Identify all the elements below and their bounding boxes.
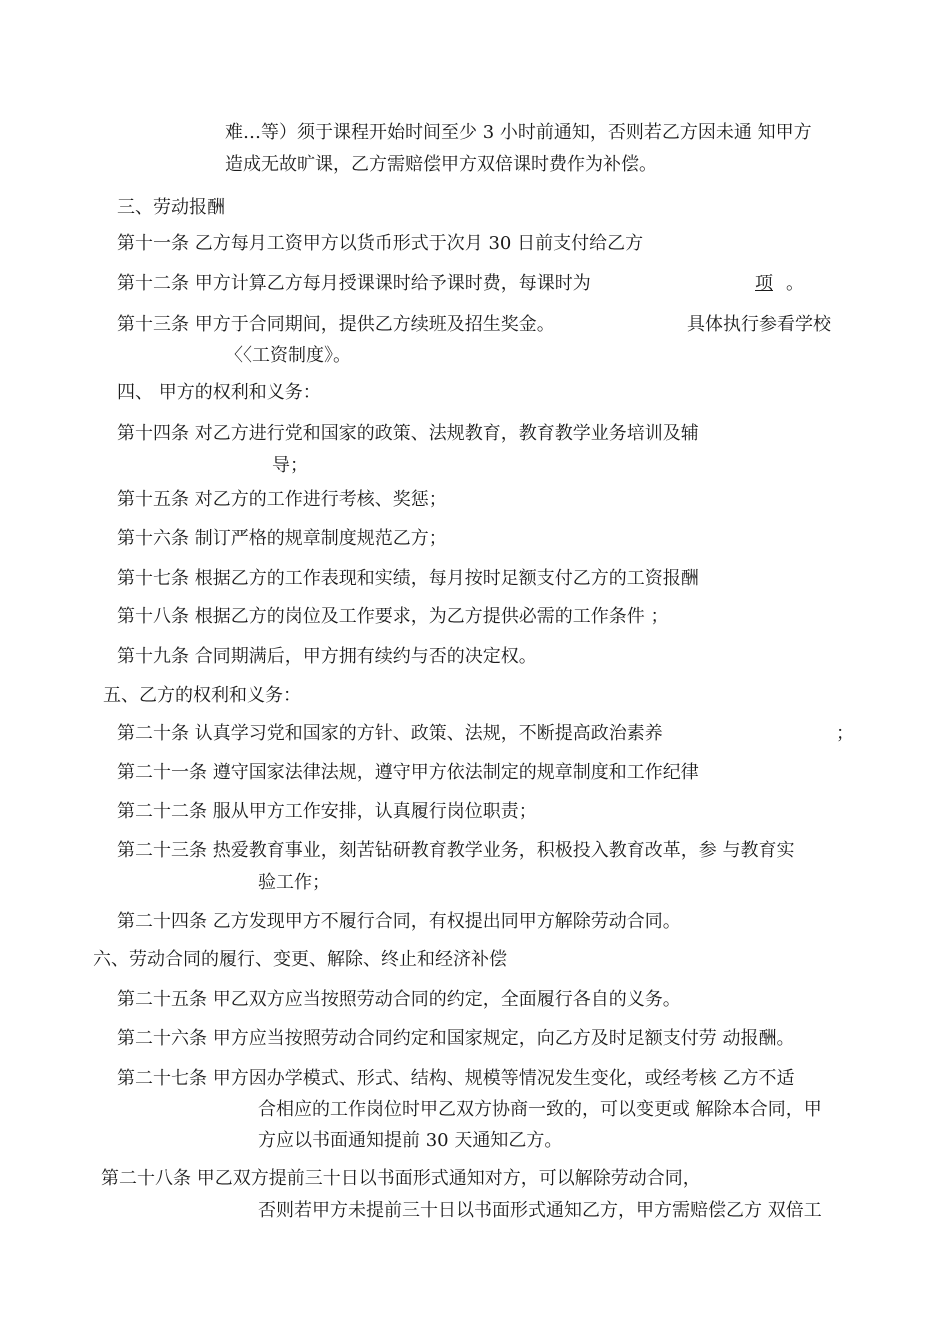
punctuation: 。 xyxy=(786,273,804,294)
article-line: 第二十三条 热爱教育事业，刻苦钻研教育教学业务，积极投入教育改革，参 与教育实 xyxy=(117,840,795,861)
text-line: 导； xyxy=(272,455,308,476)
article-line: 第十九条 合同期满后，甲方拥有续约与否的决定权。 xyxy=(117,646,537,667)
text-line: 合相应的工作岗位时甲乙双方协商一致的，可以变更或 解除本合同，甲 xyxy=(258,1099,822,1120)
article-line: 第二十六条 甲方应当按照劳动合同约定和国家规定，向乙方及时足额支付劳 动报酬。 xyxy=(117,1028,795,1049)
article-line: 第十八条 根据乙方的岗位及工作要求，为乙方提供必需的工作条件 ； xyxy=(117,606,669,627)
article-line: 第十四条 对乙方进行党和国家的政策、法规教育，教育教学业务培训及辅 xyxy=(117,423,699,444)
punctuation: ； xyxy=(836,723,854,744)
section-heading: 六、劳动合同的履行、变更、解除、终止和经济补偿 xyxy=(93,949,507,970)
article-line: 第十二条 甲方计算乙方每月授课课时给予课时费，每课时为 xyxy=(117,273,591,294)
text-line: 方应以书面通知提前 30 天通知乙方。 xyxy=(258,1130,563,1151)
section-heading: 四、 甲方的权利和义务： xyxy=(117,382,321,403)
article-line-tail: 具体执行参看学校 xyxy=(687,314,831,335)
fill-blank-value: 项 xyxy=(755,273,773,294)
text-line: 难…等）须于课程开始时间至少 3 小时前通知，否则若乙方因未通 知甲方 xyxy=(225,122,812,143)
section-heading: 五、乙方的权利和义务： xyxy=(103,685,301,706)
article-line: 第二十二条 服从甲方工作安排，认真履行岗位职责； xyxy=(117,801,537,822)
text-line: 验工作； xyxy=(258,872,330,893)
article-line: 第二十四条 乙方发现甲方不履行合同，有权提出同甲方解除劳动合同。 xyxy=(117,911,681,932)
article-line: 第二十七条 甲方因办学模式、形式、结构、规模等情况发生变化，或经考核 乙方不适 xyxy=(117,1068,795,1089)
article-line: 第十六条 制订严格的规章制度规范乙方； xyxy=(117,528,447,549)
section-heading: 三、劳动报酬 xyxy=(117,197,225,218)
article-line: 第二十一条 遵守国家法律法规，遵守甲方依法制定的规章制度和工作纪律 xyxy=(117,762,699,783)
text-line: 〈〈工资制度》。 xyxy=(225,345,351,366)
article-line: 第二十五条 甲乙双方应当按照劳动合同的约定，全面履行各自的义务。 xyxy=(117,989,681,1010)
article-line: 第二十八条 甲乙双方提前三十日以书面形式通知对方，可以解除劳动合同， xyxy=(101,1168,701,1189)
article-line: 第十七条 根据乙方的工作表现和实绩，每月按时足额支付乙方的工资报酬 xyxy=(117,568,699,589)
article-line: 第二十条 认真学习党和国家的方针、政策、法规，不断提高政治素养 xyxy=(117,723,663,744)
text-line: 否则若甲方未提前三十日以书面形式通知乙方，甲方需赔偿乙方 双倍工 xyxy=(258,1200,822,1221)
article-line: 第十三条 甲方于合同期间，提供乙方续班及招生奖金。 xyxy=(117,314,555,335)
text-line: 造成无故旷课，乙方需赔偿甲方双倍课时费作为补偿。 xyxy=(225,154,657,175)
article-line: 第十五条 对乙方的工作进行考核、奖惩； xyxy=(117,489,447,510)
article-line: 第十一条 乙方每月工资甲方以货币形式于次月 30 日前支付给乙方 xyxy=(117,233,644,254)
